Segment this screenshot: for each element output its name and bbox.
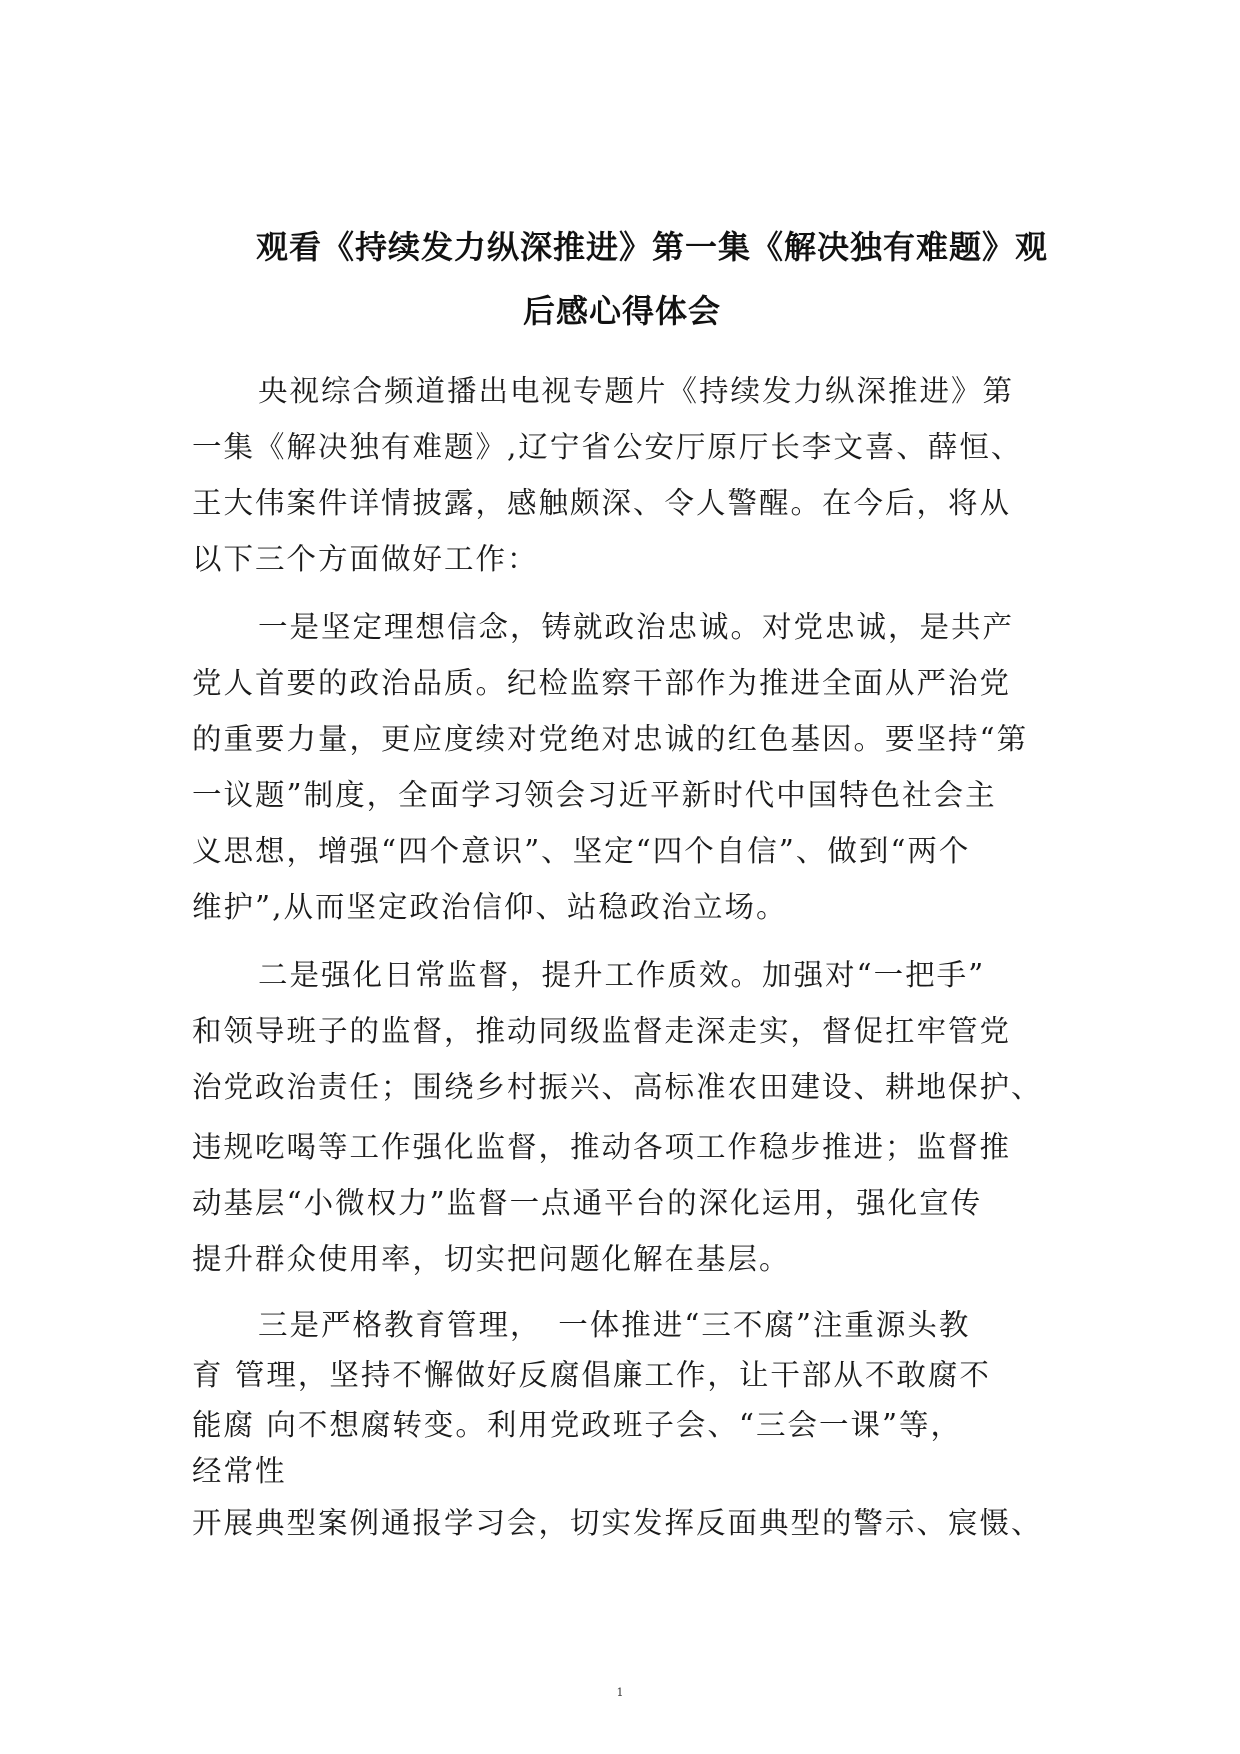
body-line: 和领导班子的监督，推动同级监督走深走实，督促扛牢管党 bbox=[192, 1014, 1012, 1048]
body-line: 育 管理，坚持不懈做好反腐倡廉工作，让干部从不敢腐不 bbox=[192, 1358, 991, 1392]
body-line: 开展典型案例通报学习会，切实发挥反面典型的警示、宸慑、 bbox=[192, 1506, 1043, 1540]
document-title-line-2: 后感心得体会 bbox=[522, 292, 721, 330]
body-line: 维护”,从而坚定政治信仰、站稳政治立场。 bbox=[192, 890, 788, 924]
document-title-line-1: 观看《持续发力纵深推进》第一集《解决独有难题》观 bbox=[255, 228, 1048, 266]
page-number: 1 bbox=[616, 1686, 624, 1699]
body-line: 以下三个方面做好工作： bbox=[192, 542, 539, 576]
body-line: 治党政治责任；围绕乡村振兴、高标准农田建设、耕地保护、 bbox=[192, 1070, 1043, 1104]
body-line: 的重要力量，更应度续对党绝对忠诚的红色基因。要坚持“第 bbox=[192, 722, 1029, 756]
body-line: 动基层“小微权力”监督一点通平台的深化运用，强化宣传 bbox=[192, 1186, 983, 1220]
body-line: 一议题”制度，全面学习领会习近平新时代中国特色社会主 bbox=[192, 778, 997, 812]
body-line: 王大伟案件详情披露，感触颇深、令人警醒。在今后，将从 bbox=[192, 486, 1012, 520]
body-line: 违规吃喝等工作强化监督，推动各项工作稳步推进；监督推 bbox=[192, 1130, 1012, 1164]
body-line: 二是强化日常监督，提升工作质效。加强对“一把手” bbox=[258, 958, 986, 992]
body-line: 央视综合频道播出电视专题片《持续发力纵深推进》第 bbox=[258, 374, 1015, 408]
body-line: 一集《解决独有难题》,辽宁省公安厅原厅长李文喜、薛恒、 bbox=[192, 430, 1023, 464]
body-line: 经常性 bbox=[192, 1454, 287, 1488]
body-line: 三是严格教育管理， 一体推进“三不腐”注重源头教 bbox=[258, 1308, 971, 1342]
body-line: 提升群众使用率，切实把问题化解在基层。 bbox=[192, 1242, 791, 1276]
body-line: 义思想，增强“四个意识”、坚定“四个自信”、做到“两个 bbox=[192, 834, 971, 868]
body-line: 能腐 向不想腐转变。利用党政班子会、“三会一课”等， bbox=[192, 1408, 963, 1442]
body-line: 一是坚定理想信念，铸就政治忠诚。对党忠诚，是共产 bbox=[258, 610, 1015, 644]
body-line: 党人首要的政治品质。纪检监察干部作为推进全面从严治党 bbox=[192, 666, 1012, 700]
